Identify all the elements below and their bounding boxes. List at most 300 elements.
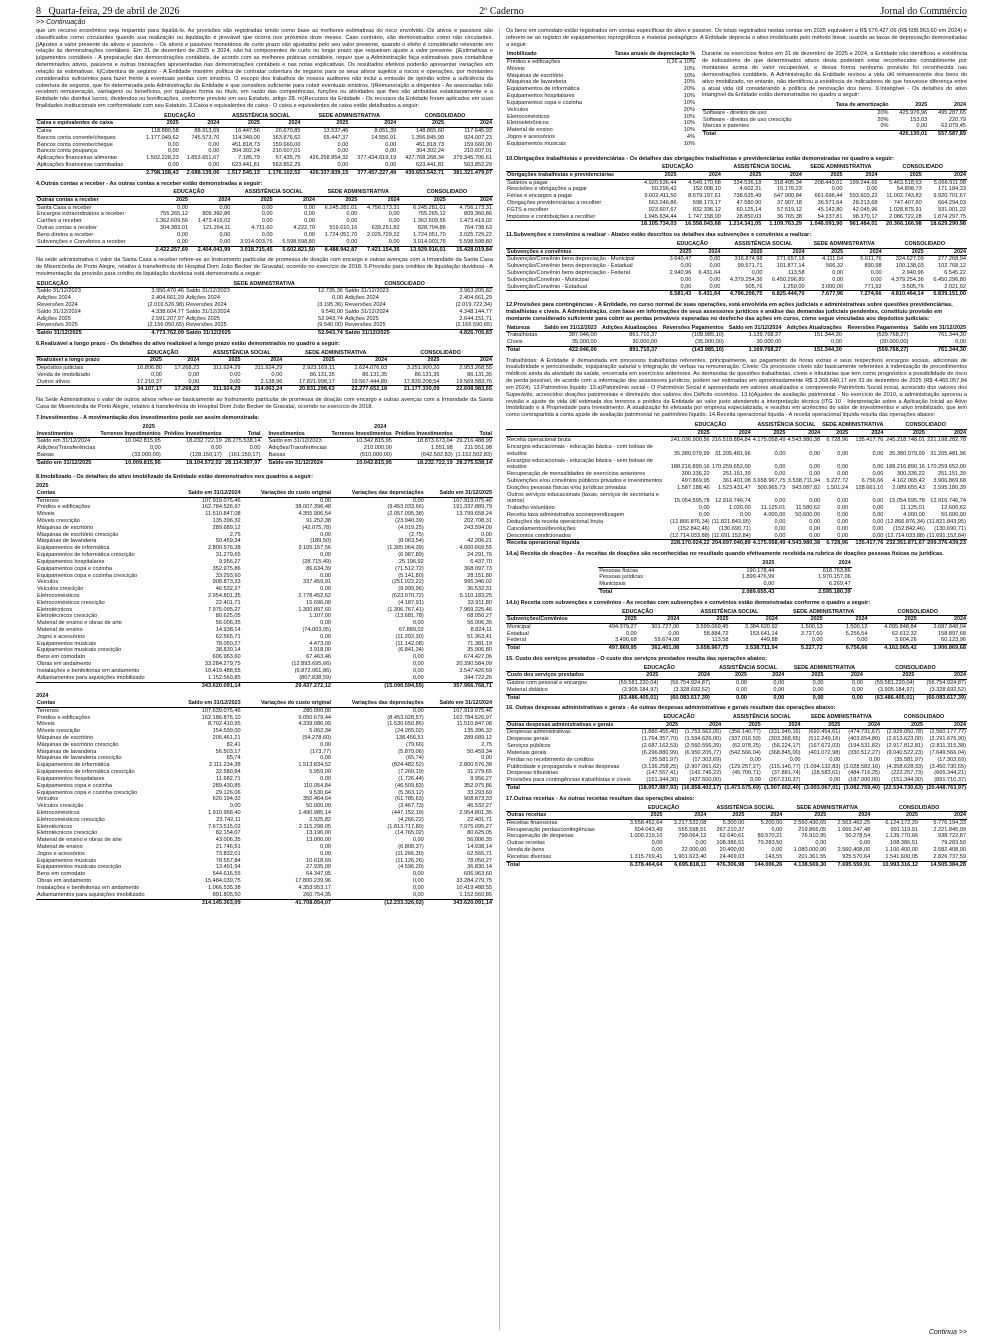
table-cell: 86.634,39	[306, 565, 332, 572]
table-cell: (65,74)	[405, 755, 424, 762]
table-cell: 0,00	[736, 686, 748, 693]
table-cell: Subvenção/Convênio - Estadual	[507, 283, 587, 290]
table-cell: 10%	[683, 72, 695, 79]
group-header: ASSISTÊNCIA SOCIAL	[722, 164, 803, 171]
table-cell: (173,77)	[310, 748, 332, 755]
table-cell: 86.131,35	[362, 371, 388, 378]
table-cell: 0,00	[208, 148, 220, 155]
table-cell: 188.216.890,16	[886, 464, 925, 471]
table-row	[36, 668, 493, 675]
table-cell: CONSOLIDADO	[344, 281, 426, 288]
table-cell: 311.924,29	[254, 365, 283, 372]
table-cell: 4%	[686, 133, 695, 140]
table-cell: 497.869,95	[681, 478, 710, 484]
table-cell: Taxas anuais de depreciação %	[598, 51, 696, 58]
table-cell: 426.258.854,32	[309, 155, 349, 162]
table-cell: 0,00	[869, 756, 881, 763]
table-cell: 100.138,03	[895, 263, 924, 270]
table-cell: 135.417,76	[849, 540, 884, 547]
table-cell: 21.177.330,09	[388, 386, 440, 393]
table-cell: Máquinas de escritório crescição	[37, 741, 119, 748]
table-cell: (1.764.357,70)	[641, 736, 679, 743]
table-row	[36, 627, 493, 634]
group-header: SEDE ADMINISTRATIVA	[783, 805, 871, 812]
table-cell: (17.303,69)	[692, 756, 722, 763]
table-cell: 3.547.426,69	[459, 667, 492, 674]
table-cell: (142.746,22)	[689, 770, 722, 777]
table-cell: 0,00	[698, 505, 710, 512]
table-cell: 31.279,65	[215, 552, 241, 559]
page-header	[36, 6, 967, 17]
table-cell: 210.000,00	[363, 444, 392, 451]
table-cell: Saldo em 31/12/2025	[909, 325, 967, 332]
table-cell: 18.232.722,19	[185, 438, 222, 445]
note-4-heading-label: 4.Outras contas a receber - As outras contas a receber estão demonstradas a seguir:	[36, 180, 263, 187]
table-cell: 6.124.172,29	[885, 819, 919, 826]
table-row	[506, 492, 967, 506]
table-cell: 0,00	[870, 269, 882, 276]
table-cell: Despesas administrativas	[507, 729, 571, 736]
table-cell: 4.379.254,36	[729, 276, 763, 283]
table-cell: 2.025.729,22	[459, 231, 492, 238]
table-cell: Total	[702, 131, 819, 138]
table-cell: Despesas tributárias	[507, 770, 558, 777]
table-cell: (3.003.067,01)	[802, 784, 842, 791]
table-cell: 241.036.900,56	[670, 437, 710, 444]
table-cell: 228.170.024,22	[670, 540, 710, 547]
table-cell: 0,00	[711, 694, 748, 701]
net-revenue-table	[506, 422, 967, 547]
table-cell: 2024	[679, 721, 722, 729]
group-header: CONSOLIDADO	[869, 609, 967, 616]
table-cell: 12.916.746,74	[930, 498, 966, 505]
table-cell: 13.537,46	[323, 127, 349, 134]
table-cell: 361.401,08	[722, 478, 751, 484]
table-cell: Prédios Investimentos	[162, 431, 223, 438]
table-cell: 0,00	[774, 532, 786, 539]
table-cell: 1.587.188,46	[677, 484, 710, 491]
group-header: CONSOLIDADO	[401, 189, 493, 196]
table-cell: Outros ativos	[37, 378, 70, 385]
table-cell: 0,00	[412, 497, 424, 504]
table-cell: 3.505,76	[901, 283, 924, 290]
table-cell: 99.571,71	[737, 263, 763, 270]
note-8-heading	[36, 474, 493, 481]
table-cell: (42.075,78)	[302, 524, 332, 531]
table-row	[36, 762, 493, 769]
table-cell: 0,00	[219, 231, 231, 238]
table-cell: 0,00	[625, 630, 637, 637]
table-cell: Variações das depreciações	[332, 490, 425, 497]
table-cell: 5.463.518,63	[889, 179, 922, 186]
table-cell: 1.362.609,56	[413, 218, 446, 225]
table-cell: 674.427,06	[464, 654, 492, 661]
table-cell: (824.482,52)	[391, 762, 424, 769]
table-cell: 4.756.173,31	[459, 204, 492, 211]
table-cell: 86.131,35	[467, 371, 492, 378]
year-header-row	[506, 248, 967, 256]
table-cell: 2024	[638, 616, 681, 624]
total-row	[506, 346, 967, 353]
table-cell: 0,00	[809, 450, 821, 457]
table-cell: 6.269,47	[828, 581, 851, 588]
table-cell: 314.145.363,09	[173, 899, 241, 906]
table-cell: 138.456,51	[395, 735, 424, 741]
table-cell: 10%	[683, 93, 695, 100]
table-cell: 1.250,00	[782, 283, 805, 290]
table-cell: 163.876,62	[272, 134, 301, 141]
table-cell: Salários a pagar	[507, 179, 548, 186]
investments-year: 2025	[142, 423, 155, 430]
table-cell: 0,00	[304, 204, 315, 211]
table-cell: 4.348.144,77	[459, 308, 492, 315]
group-header: ASSISTÊNCIA SOCIAL	[752, 422, 821, 429]
table-cell: (1.880.455,40)	[641, 729, 679, 736]
table-cell: (1.753.562,05)	[684, 729, 722, 736]
table-cell: Veículos	[37, 796, 59, 803]
group-header-row	[506, 241, 967, 248]
table-cell: (7.260,19)	[398, 769, 424, 776]
table-row	[506, 141, 696, 148]
table-cell: 0,00	[412, 667, 424, 674]
table-cell: 2024	[445, 120, 493, 128]
table-row	[506, 114, 696, 121]
table-cell: 311.924,29	[200, 386, 241, 393]
table-cell: 219.866,05	[798, 826, 827, 833]
table-cell: Equipamentos musicais	[507, 140, 567, 147]
table-cell: Móveis crescição	[37, 728, 80, 735]
table-cell: 2025	[802, 721, 842, 729]
table-cell: (71.512,72)	[395, 565, 424, 572]
table-row	[506, 833, 967, 840]
table-cell: 377.457.227,49	[349, 169, 397, 176]
table-cell: (56.224,17)	[771, 743, 801, 750]
table-cell: 162.784.526,97	[201, 504, 241, 511]
table-cell: 426.337.839,15	[301, 169, 349, 176]
table-row	[36, 790, 493, 797]
table-row	[506, 79, 696, 86]
table-cell: (1.473.675,69)	[722, 784, 762, 791]
table-cell: 2024	[745, 812, 783, 820]
table-cell: Encargos educacionais - educação básica - sem bolsas de estudos	[507, 457, 653, 471]
year-header-row	[506, 721, 967, 729]
table-cell: 76.910,95	[801, 833, 827, 840]
table-cell: Software - direitos de uso	[703, 109, 767, 116]
table-cell: (447.152,19)	[391, 809, 424, 816]
table-cell: 2025	[779, 616, 824, 624]
investments-block	[36, 424, 493, 471]
table-cell: 0,00	[412, 620, 424, 627]
table-cell: 0,00	[837, 532, 849, 539]
table-cell: 4.000,00	[763, 512, 786, 519]
group-header: EDUCAÇÃO	[669, 422, 752, 429]
table-cell: 505,76	[745, 283, 763, 290]
table-cell: Total	[506, 861, 620, 868]
table-cell: Depósitos judiciais	[37, 365, 84, 372]
table-cell: Materiais gerais	[507, 749, 547, 756]
table-cell: (5.141,80)	[398, 572, 424, 579]
group-header: ASSISTÊNCIA SOCIAL	[711, 665, 785, 672]
table-cell: 42.045,96	[852, 206, 878, 213]
table-cell: Recuperação perdas/contingências	[507, 826, 595, 833]
table-cell: 368.097,73	[464, 565, 492, 572]
table-cell: 943.087,82	[792, 484, 821, 491]
table-cell: 10.993.316,12	[871, 861, 919, 868]
table-cell: 20.831.298,63	[283, 386, 335, 393]
note-8-heading-label: 8.Imobilizado - Os detalhes do ativo imobilizado da Entidade estão demonstrados nos quadros a seguir:	[36, 474, 313, 481]
table-cell: 0,00	[872, 518, 884, 525]
table-cell: 5.227,72	[826, 478, 849, 484]
table-cell: 148.865,60	[416, 127, 445, 134]
total-row	[506, 694, 967, 701]
table-cell: 2025	[669, 429, 711, 437]
total-row	[702, 131, 967, 138]
table-cell: (9.453.033,66)	[387, 504, 424, 511]
table-row	[506, 263, 967, 270]
table-cell: 13.799.658,24	[456, 511, 492, 518]
note-11-heading-label: 11.Subvenções e convênios a realizar - Abaixo estão descritos os detalhes das subvenções e convênios a realizar:	[506, 232, 812, 239]
table-cell: (11.126,26)	[395, 857, 424, 864]
table-cell: Bens em comodato	[37, 654, 86, 661]
table-row	[506, 827, 967, 834]
table-cell: Máquinas de lavanderia	[37, 748, 97, 755]
table-cell: 15.484.039,75	[204, 878, 241, 885]
table-cell: 2025	[884, 429, 926, 437]
table-cell: 6.245.281,01	[413, 204, 446, 211]
table-cell: Custo dos serviços prestados	[506, 672, 608, 680]
table-cell: 22.401,71	[467, 816, 492, 823]
table-row	[36, 607, 493, 614]
table-cell: Venda de imobilizado	[37, 371, 91, 378]
impairment-text	[702, 51, 967, 151]
table-cell: 4.600.669,55	[459, 545, 492, 552]
table-cell: (6.872.061,86)	[294, 667, 332, 674]
table-cell: (11.202,30)	[395, 633, 424, 640]
table-cell: (484.716,25)	[848, 770, 881, 777]
table-cell: 158.897,68	[938, 630, 966, 637]
table-cell: 36.571,64	[817, 200, 843, 207]
table-cell: Máquinas de lavanderia	[507, 79, 567, 86]
table-cell: 0,00	[332, 295, 343, 302]
table-cell: (59.581.220,04)	[618, 680, 659, 687]
table-cell: 0,00	[481, 755, 492, 762]
table-cell: (1.094.132,83)	[803, 763, 841, 770]
table-cell: 24.291,76	[467, 552, 492, 559]
table-cell: 17.268,23	[174, 365, 200, 372]
table-cell: 251.151,39	[722, 471, 751, 478]
table-cell: 0,00	[320, 775, 332, 782]
table-cell: Outras contas a receber	[37, 225, 98, 232]
table-cell: 60.123,96	[941, 637, 966, 644]
table-cell: 82,41	[226, 741, 241, 748]
table-cell: 0,00	[829, 777, 841, 784]
table-cell: 0,00	[229, 803, 241, 810]
table-cell: Material de ensino	[507, 127, 553, 134]
table-cell: 102.768,12	[938, 263, 966, 270]
table-cell: 809.360,86	[202, 211, 231, 218]
table-cell: 108.386,51	[716, 840, 745, 847]
table-cell: 0,00	[774, 464, 786, 471]
table-cell: 2025	[711, 672, 748, 680]
table-cell: Material de ensino	[37, 627, 83, 634]
table-cell: 211.551,98	[464, 444, 492, 451]
table-cell: Perdas no recebimento de créditos	[507, 756, 594, 763]
group-header: SEDE ADMINISTRATIVA	[283, 350, 388, 357]
table-cell: (60.083.617,39)	[659, 694, 711, 701]
table-cell: (167.672,03)	[808, 743, 841, 750]
table-cell: (56.754.924,87)	[670, 680, 710, 687]
table-cell: 10.009.815,95	[98, 459, 162, 466]
table-cell: 9.956,27	[470, 775, 492, 782]
table-cell: Obras em andamento	[37, 661, 92, 668]
table-cell: (6.808,37)	[398, 844, 424, 850]
table-cell: (2,75)	[409, 531, 424, 538]
table-cell: Máquinas de escritório crescição	[37, 531, 119, 538]
table-cell: 17.839.208,54	[403, 378, 440, 385]
table-cell: 2024	[358, 197, 400, 205]
table-cell: 771,92	[864, 283, 882, 290]
table-cell: 663.246,86	[648, 200, 677, 207]
table-row	[36, 532, 493, 539]
table-cell	[36, 246, 147, 253]
table-cell: 143,55	[765, 853, 783, 860]
table-cell: 2.688.139,06	[180, 169, 221, 176]
table-cell: Máquinas de escritório	[507, 72, 564, 79]
table-cell: (28.715,49)	[302, 558, 332, 565]
table-cell: 0,00	[851, 680, 863, 687]
table-cell: 0,00	[261, 218, 273, 225]
table-row	[36, 538, 493, 545]
table-cell: Máquinas de lavanderia crescição	[37, 755, 122, 762]
table-cell: 50.600,00	[795, 512, 821, 519]
table-cell: 188.216.890,16	[670, 464, 710, 471]
table-cell: Adiantamentos para aquisições imobilizado	[37, 891, 145, 898]
table-cell: Equipamentos musicais crescição	[37, 864, 122, 871]
table-cell: 6.450.296,80	[933, 276, 966, 283]
table-row	[598, 567, 852, 574]
table-cell: 2.221.845,99	[933, 826, 966, 833]
table-cell: 0,00	[812, 686, 824, 693]
table-cell: Instalações e benfeitorias em andamento	[37, 884, 140, 891]
table-cell: 54.898,73	[896, 186, 922, 193]
table-cell: 13.929.916,01	[401, 246, 447, 253]
table-cell: (12.233.326,02)	[332, 899, 425, 906]
table-cell: 80.625,05	[215, 613, 241, 620]
table-cell: 0,00	[831, 186, 843, 193]
table-cell: Adiantamentos para aquisições imobilizado	[37, 674, 145, 681]
table-cell: 0,00	[651, 847, 663, 854]
table-cell: 5.200,00	[760, 819, 783, 826]
table-cell: 0,00	[866, 186, 878, 193]
table-row	[506, 512, 967, 519]
table-cell: 755.265,12	[417, 211, 446, 218]
header-row	[598, 560, 852, 567]
table-cell: 7.975.095,27	[459, 823, 492, 830]
note-11-heading	[506, 232, 967, 239]
table-cell: 0,00	[837, 512, 849, 519]
table-cell: 73.832,01	[215, 850, 241, 857]
table-cell: 2024	[441, 357, 493, 365]
table-cell: 0,00	[832, 276, 844, 283]
table-cell: 33.911,80	[467, 599, 492, 606]
table-cell: (510.000,00)	[360, 451, 392, 458]
table-cell: Móveis	[507, 65, 525, 72]
table-cell: (108.985,10)	[692, 332, 724, 339]
table-cell: 5.602.821,50	[274, 246, 316, 253]
table-row	[506, 120, 696, 127]
table-cell: 71.381,19	[467, 640, 492, 647]
doubtful-credits-table	[36, 281, 493, 337]
table-cell: (54.278,60)	[302, 735, 332, 741]
table-cell: (4.358.628,33)	[886, 763, 923, 770]
table-cell: 422.046,00	[540, 346, 598, 353]
fixed-assets-year: 2024	[36, 693, 49, 700]
table-cell: 661.696,44	[814, 193, 843, 200]
table-cell: 0,00	[837, 450, 849, 457]
table-cell: 0,00	[320, 844, 332, 850]
table-row	[506, 444, 967, 458]
table-row	[36, 438, 262, 445]
table-cell: (1.594.626,00)	[684, 736, 722, 743]
table-cell: Equipamentos de informática	[37, 545, 110, 552]
table-cell: Adições Atualizações	[598, 325, 659, 332]
table-cell: 0,00	[815, 840, 827, 847]
table-cell: 316.874,98	[734, 256, 763, 263]
table-cell: (59.581.220,04)	[874, 680, 915, 687]
table-cell: 18.629.290,98	[923, 221, 967, 228]
table-cell: 3.217.532,08	[673, 819, 707, 826]
table-cell	[506, 714, 636, 721]
table-cell: 1.724.051,70	[324, 231, 358, 238]
table-row	[36, 830, 493, 837]
table-cell: 908.873,33	[464, 796, 492, 803]
table-cell: 18.232.722,19	[393, 459, 454, 466]
table-cell: 107.919.075,46	[201, 497, 241, 504]
table-cell: 54.237,81	[817, 213, 843, 220]
table-cell: 0,00	[151, 371, 162, 378]
table-cell: 2025	[401, 197, 447, 205]
table-cell: 41.708.054,07	[242, 899, 332, 906]
table-cell: (128.150,17)	[190, 451, 222, 458]
table-cell: 210.607,01	[464, 148, 492, 155]
table-cell: 5.776.194,33	[933, 819, 966, 826]
group-header: ASSISTÊNCIA SOCIAL	[722, 714, 801, 721]
table-cell: 260.754,35	[303, 891, 332, 898]
table-cell: 135.417,76	[855, 437, 884, 444]
note-14b-heading-label: 14.b) Receita com subvenções e convênios - As receitas com subvenções e convênios estão demonstradas conforme o quadro a seguir:	[506, 599, 871, 606]
table-cell: 210.607,01	[272, 148, 301, 155]
table-cell: 13.196,00	[306, 830, 332, 837]
table-cell: Material didático	[507, 686, 548, 693]
table-cell: Subvenções e convênios	[506, 248, 663, 256]
table-cell: 0,00	[856, 637, 868, 644]
table-cell: (60.083.617,39)	[915, 694, 967, 701]
table-cell: Santa Casa a receber	[37, 204, 92, 211]
table-cell: 35.380.079,99	[673, 450, 710, 457]
table-cell: 289.430,85	[212, 782, 241, 789]
table-cell: (35.000,00)	[695, 339, 724, 345]
table-row	[506, 214, 967, 221]
left-column	[36, 28, 493, 1330]
table-cell: (74.003,05)	[302, 627, 332, 634]
table-cell: 4.810.464,14	[883, 291, 925, 298]
note-7-heading	[36, 415, 493, 422]
table-cell: 107.919.075,46	[453, 707, 492, 714]
table-cell: Móveis	[37, 721, 55, 728]
table-cell: Pessoas jurídicas	[599, 574, 644, 581]
table-cell: 117.645,93	[464, 127, 492, 134]
table-cell: Investimentos	[36, 431, 98, 438]
